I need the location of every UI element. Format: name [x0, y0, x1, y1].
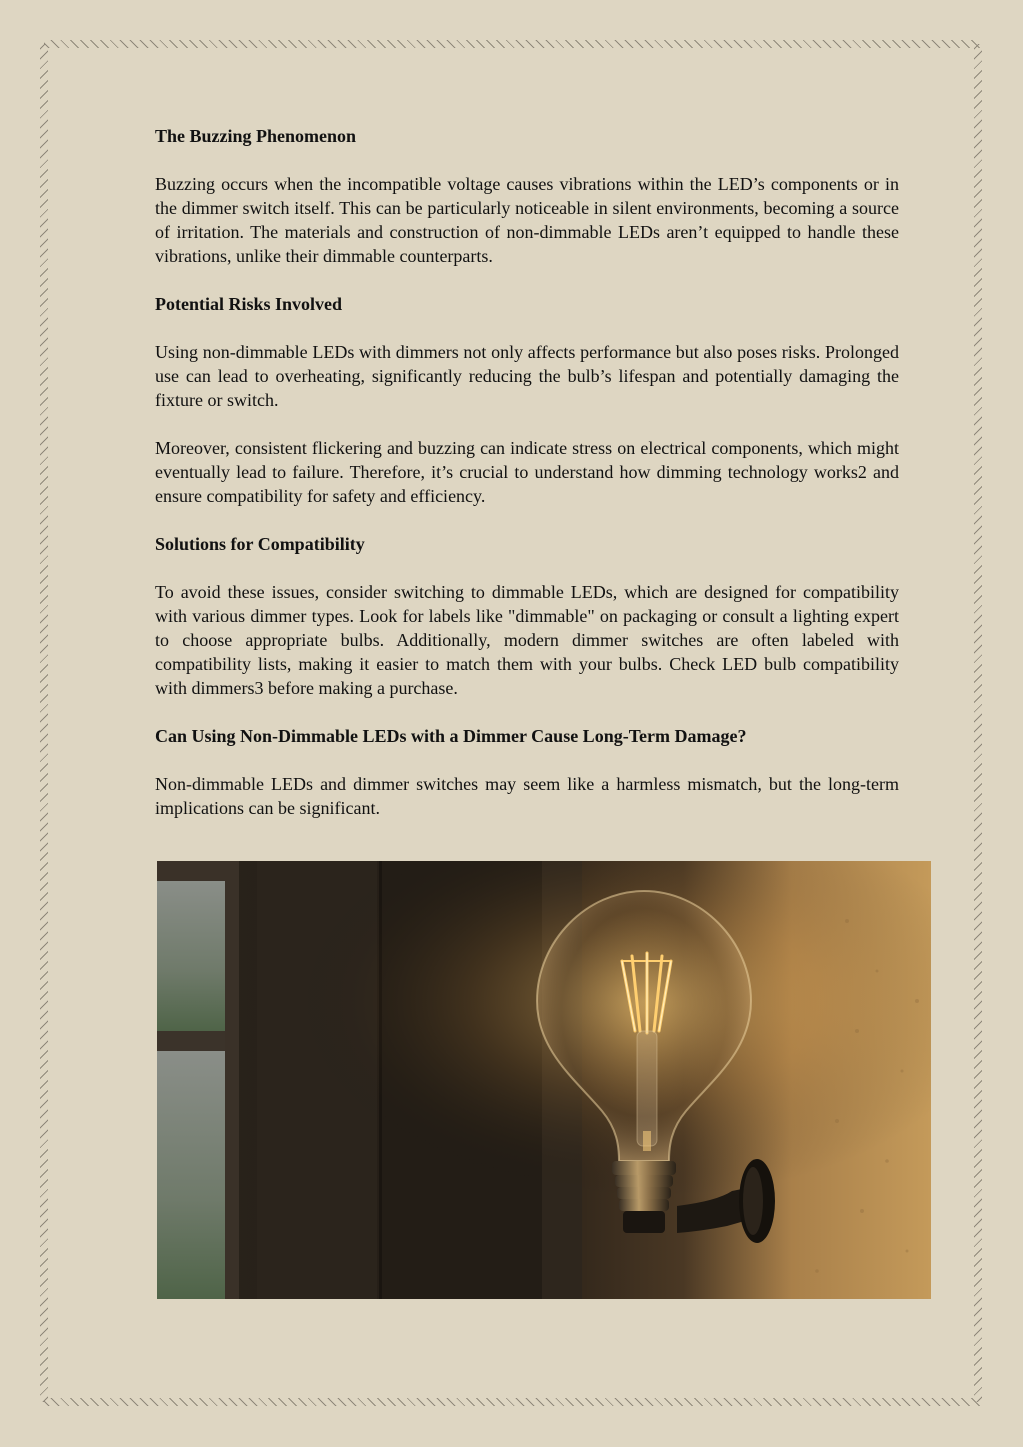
paragraph-risks-2: Moreover, consistent flickering and buzzing can indicate stress on electrical components, which might eventually lead to failure. Therefore, it’s crucial to understand how dimming technology works2 and ensure compatibility for safety and efficiency.	[155, 438, 899, 506]
section-heading-long-term-damage: Can Using Non-Dimmable LEDs with a Dimmer Cause Long-Term Damage?	[155, 726, 747, 746]
section-heading-solutions: Solutions for Compatibility	[155, 534, 365, 554]
paragraph-solutions: To avoid these issues, consider switching to dimmable LEDs, which are designed for compatibility with various dimmer types. Look for labels like "dimmable" on packaging or consult a lighting expert to choose appropriate bulbs. Additionally, modern dimmer switches are often labeled with compatibility lists, making it easier to match them with your bulbs. Check LED bulb compatibility with dimmers3 before making a purchase.	[155, 582, 899, 698]
filament-bulb-photo	[157, 861, 931, 1299]
decorative-border-left	[40, 44, 48, 1402]
section-heading-buzzing: The Buzzing Phenomenon	[155, 126, 357, 146]
paragraph-buzzing: Buzzing occurs when the incompatible voltage causes vibrations within the LED’s components or in the dimmer switch itself. This can be particularly noticeable in silent environments, becoming a source of irritation. The materials and construction of non-dimmable LEDs aren’t equipped to handle these vibrations, unlike their dimmable counterparts.	[155, 174, 899, 266]
paragraph-long-term-damage: Non-dimmable LEDs and dimmer switches may seem like a harmless mismatch, but the long-term implications can be significant.	[155, 774, 899, 818]
article-body	[155, 124, 899, 820]
paragraph-risks-1: Using non-dimmable LEDs with dimmers not only affects performance but also poses risks. Prolonged use can lead to overheating, significantly reducing the bulb’s lifespan and potentially damaging the fixture or switch.	[155, 342, 899, 410]
decorative-border-right	[974, 44, 982, 1402]
decorative-border-top	[44, 40, 980, 48]
section-heading-risks: Potential Risks Involved	[155, 294, 343, 314]
decorative-border-bottom	[44, 1398, 980, 1406]
